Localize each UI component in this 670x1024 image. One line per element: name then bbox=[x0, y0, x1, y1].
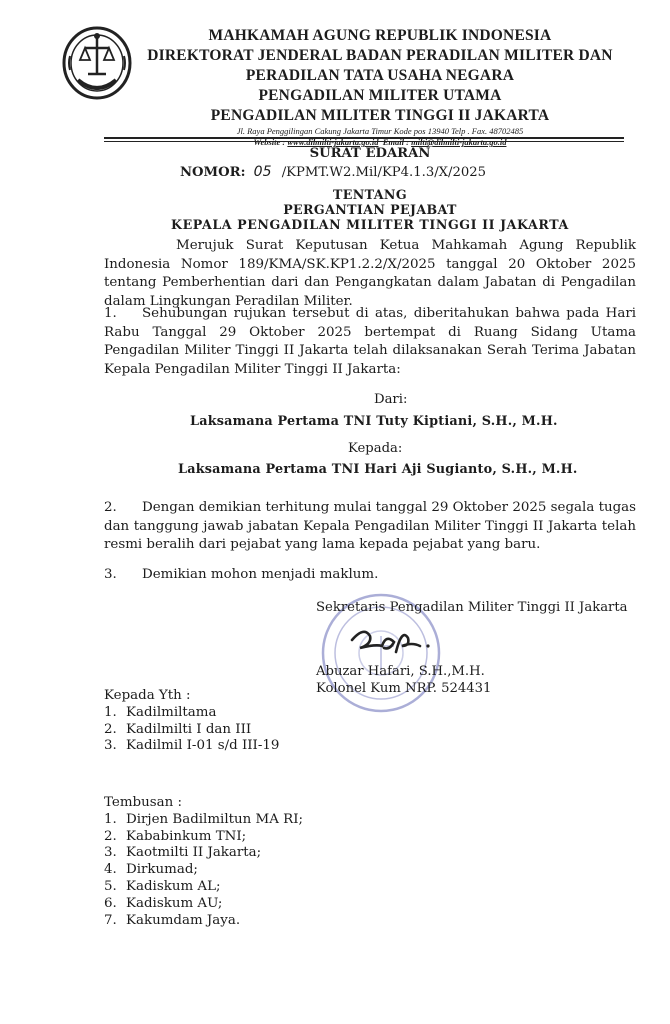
signer-name: Abuzar Hafari, S.H.,M.H. bbox=[316, 664, 485, 679]
letterhead-address: Jl. Raya Penggilingan Cakung Jakarta Timur Kode pos 13940 Telp . Fax. 48702485 bbox=[236, 126, 524, 136]
letterhead bbox=[140, 26, 620, 148]
list-item: 7. Kakumdam Jaya. bbox=[104, 912, 241, 928]
paragraph-2-number: 2. bbox=[104, 500, 117, 515]
letterhead-line: MAHKAMAH AGUNG REPUBLIK INDONESIA bbox=[208, 27, 552, 44]
from-name: Laksamana Pertama TNI Tuty Kiptiani, S.H., M.H. bbox=[190, 414, 558, 429]
about-label: TENTANG bbox=[332, 187, 407, 202]
court-emblem-icon bbox=[58, 22, 136, 104]
recipients bbox=[104, 688, 279, 755]
paragraph-2-text: Dengan demikian terhitung mulai tanggal 29 Oktober 2025 segala tugas dan tanggung jawab jabatan Kepala Pengadilan Militer Tinggi II Jakarta telah resmi beralih dari pejabat yang lama kepada pejabat yang baru. bbox=[104, 500, 636, 552]
list-item: 2. Kadilmilti I dan III bbox=[104, 721, 252, 737]
list-item: 2. Kababinkum TNI; bbox=[104, 828, 247, 844]
paragraph-1 bbox=[104, 305, 636, 379]
copies-label: Tembusan : bbox=[104, 795, 182, 810]
letter-type: SURAT EDARAN bbox=[309, 146, 431, 161]
paragraph-3 bbox=[104, 566, 636, 585]
number-rest: /KPMT.W2.Mil/KP4.1.3/X/2025 bbox=[281, 165, 487, 180]
paragraph-1-text: Sehubungan rujukan tersebut di atas, diberitahukan bahwa pada Hari Rabu Tanggal 29 Oktober 2025 bertempat di Ruang Sidang Utama Pengadilan Militer Tinggi II Jakarta telah dilaksanakan Serah Terima Jabatan Kepala Pengadilan Militer Tinggi II Jakarta: bbox=[104, 306, 636, 377]
signature-title: Sekretaris Pengadilan Militer Tinggi II Jakarta bbox=[316, 600, 628, 615]
letterhead-line: DIREKTORAT JENDERAL BADAN PERADILAN MILITER DAN bbox=[147, 47, 613, 64]
email-label: Email : bbox=[382, 137, 409, 147]
paragraph-3-number: 3. bbox=[104, 567, 117, 582]
list-item: 4. Dirkumad; bbox=[104, 862, 198, 878]
list-item: 5. Kadiskum AL; bbox=[104, 878, 221, 894]
copies bbox=[104, 795, 303, 929]
paragraph-1-number: 1. bbox=[104, 306, 117, 321]
number-label: NOMOR: bbox=[180, 165, 246, 180]
letterhead-line: PERADILAN TATA USAHA NEGARA bbox=[245, 67, 515, 84]
subject-line-1: PERGANTIAN PEJABAT bbox=[283, 202, 457, 217]
list-item: 1. Dirjen Badilmiltun MA RI; bbox=[104, 811, 304, 827]
to-label: Kepada: bbox=[348, 441, 403, 456]
website-link[interactable]: www.dilmilti-jakarta.go.id bbox=[287, 137, 379, 147]
number-handwritten: 05 bbox=[253, 164, 272, 180]
from-label: Dari: bbox=[374, 392, 408, 407]
recipients-label: Kepada Yth : bbox=[104, 688, 191, 703]
list-item: 3. Kadilmil I-01 s/d III-19 bbox=[104, 738, 280, 754]
website-label: Website : bbox=[253, 137, 286, 147]
paragraph-3-text: Demikian mohon menjadi maklum. bbox=[142, 567, 379, 582]
intro-paragraph bbox=[104, 237, 636, 311]
paragraph-2 bbox=[104, 499, 636, 555]
letter-number bbox=[180, 164, 486, 180]
intro-text: Merujuk Surat Keputusan Ketua Mahkamah Agung Republik Indonesia Nomor 189/KMA/SK.KP1.2.2/X/2025 tanggal 20 Oktober 2025 tentang Pemberhentian dari dan Pengangkatan dalam Jabatan di Pengadilan dalam Lingkungan Peradilan Militer. bbox=[104, 238, 636, 309]
handwritten-signature-icon bbox=[346, 622, 446, 662]
subject-line-2: KEPALA PENGADILAN MILITER TINGGI II JAKARTA bbox=[171, 217, 569, 232]
letterhead-line: PENGADILAN MILITER TINGGI II JAKARTA bbox=[210, 107, 550, 124]
email-link[interactable]: milti@dilmilti-jakarta.go.id bbox=[411, 137, 507, 147]
signer-rank: Kolonel Kum NRP. 524431 bbox=[316, 681, 492, 696]
letterhead-line: PENGADILAN MILITER UTAMA bbox=[258, 87, 502, 104]
letterhead-rule bbox=[104, 137, 624, 139]
list-item: 3. Kaotmilti II Jakarta; bbox=[104, 845, 262, 861]
letterhead-rule-thin bbox=[104, 141, 624, 142]
to-name: Laksamana Pertama TNI Hari Aji Sugianto, S.H., M.H. bbox=[178, 462, 578, 477]
list-item: 1. Kadilmiltama bbox=[104, 704, 217, 720]
list-item: 6. Kadiskum AU; bbox=[104, 895, 223, 911]
